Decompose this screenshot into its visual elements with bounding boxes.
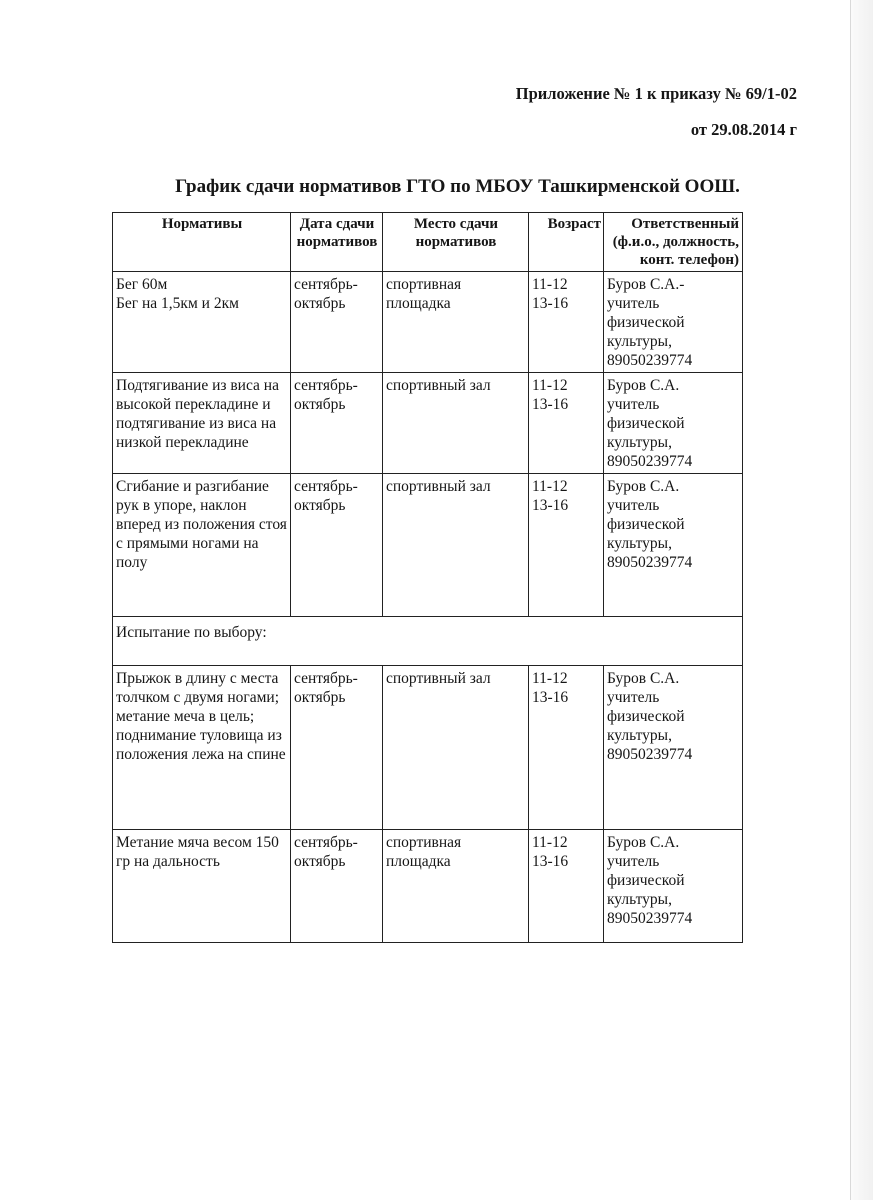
header-responsible: Ответственный (ф.и.о., должность, конт. телефон) bbox=[604, 213, 743, 272]
date-cell: сентябрь- октябрь bbox=[291, 474, 383, 617]
date-cell: сентябрь- октябрь bbox=[291, 272, 383, 373]
norm-cell: Подтягивание из виса на высокой перекладине и подтягивание из виса на низкой перекладине bbox=[113, 373, 291, 474]
place-cell: спортивный зал bbox=[383, 474, 529, 617]
choice-header-row bbox=[113, 617, 743, 666]
table-row bbox=[113, 373, 743, 474]
responsible-cell: Буров С.А. учитель физической культуры, 89050239774 bbox=[604, 373, 743, 474]
age-cell: 11-12 13-16 bbox=[529, 373, 604, 474]
header-date: Дата сдачи нормативов bbox=[291, 213, 383, 272]
age-cell: 11-12 13-16 bbox=[529, 666, 604, 830]
header-place: Место сдачи нормативов bbox=[383, 213, 529, 272]
date-cell: сентябрь- октябрь bbox=[291, 666, 383, 830]
age-cell: 11-12 13-16 bbox=[529, 272, 604, 373]
responsible-cell: Буров С.А.- учитель физической культуры, 89050239774 bbox=[604, 272, 743, 373]
table-row bbox=[113, 474, 743, 617]
age-cell: 11-12 13-16 bbox=[529, 830, 604, 943]
date-cell: сентябрь- октябрь bbox=[291, 373, 383, 474]
table-row bbox=[113, 830, 743, 943]
document-title: График сдачи нормативов ГТО по МБОУ Ташкирменской ООШ. bbox=[175, 176, 740, 197]
table-header-row bbox=[113, 213, 743, 272]
norm-cell: Бег 60м Бег на 1,5км и 2км bbox=[113, 272, 291, 373]
norm-cell: Прыжок в длину с места толчком с двумя ногами; метание меча в цель; поднимание туловища из положения лежа на спине bbox=[113, 666, 291, 830]
place-cell: спортивный зал bbox=[383, 373, 529, 474]
place-cell: спортивная площадка bbox=[383, 272, 529, 373]
norms-schedule-table bbox=[112, 212, 743, 943]
place-cell: спортивная площадка bbox=[383, 830, 529, 943]
table-row bbox=[113, 272, 743, 373]
choice-label: Испытание по выбору: bbox=[113, 617, 743, 666]
age-cell: 11-12 13-16 bbox=[529, 474, 604, 617]
norm-cell: Сгибание и разгибание рук в упоре, наклон вперед из положения стоя с прямыми ногами на полу bbox=[113, 474, 291, 617]
date-cell: сентябрь- октябрь bbox=[291, 830, 383, 943]
norm-cell: Метание мяча весом 150 гр на дальность bbox=[113, 830, 291, 943]
appendix-reference: Приложение № 1 к приказу № 69/1-02 bbox=[515, 84, 797, 103]
header-age: Возраст bbox=[529, 213, 604, 272]
responsible-cell: Буров С.А. учитель физической культуры, 89050239774 bbox=[604, 830, 743, 943]
responsible-cell: Буров С.А. учитель физической культуры, 89050239774 bbox=[604, 474, 743, 617]
header-norms: Нормативы bbox=[113, 213, 291, 272]
responsible-cell: Буров С.А. учитель физической культуры, 89050239774 bbox=[604, 666, 743, 830]
order-date: от 29.08.2014 г bbox=[690, 120, 797, 139]
place-cell: спортивный зал bbox=[383, 666, 529, 830]
table-row bbox=[113, 666, 743, 830]
